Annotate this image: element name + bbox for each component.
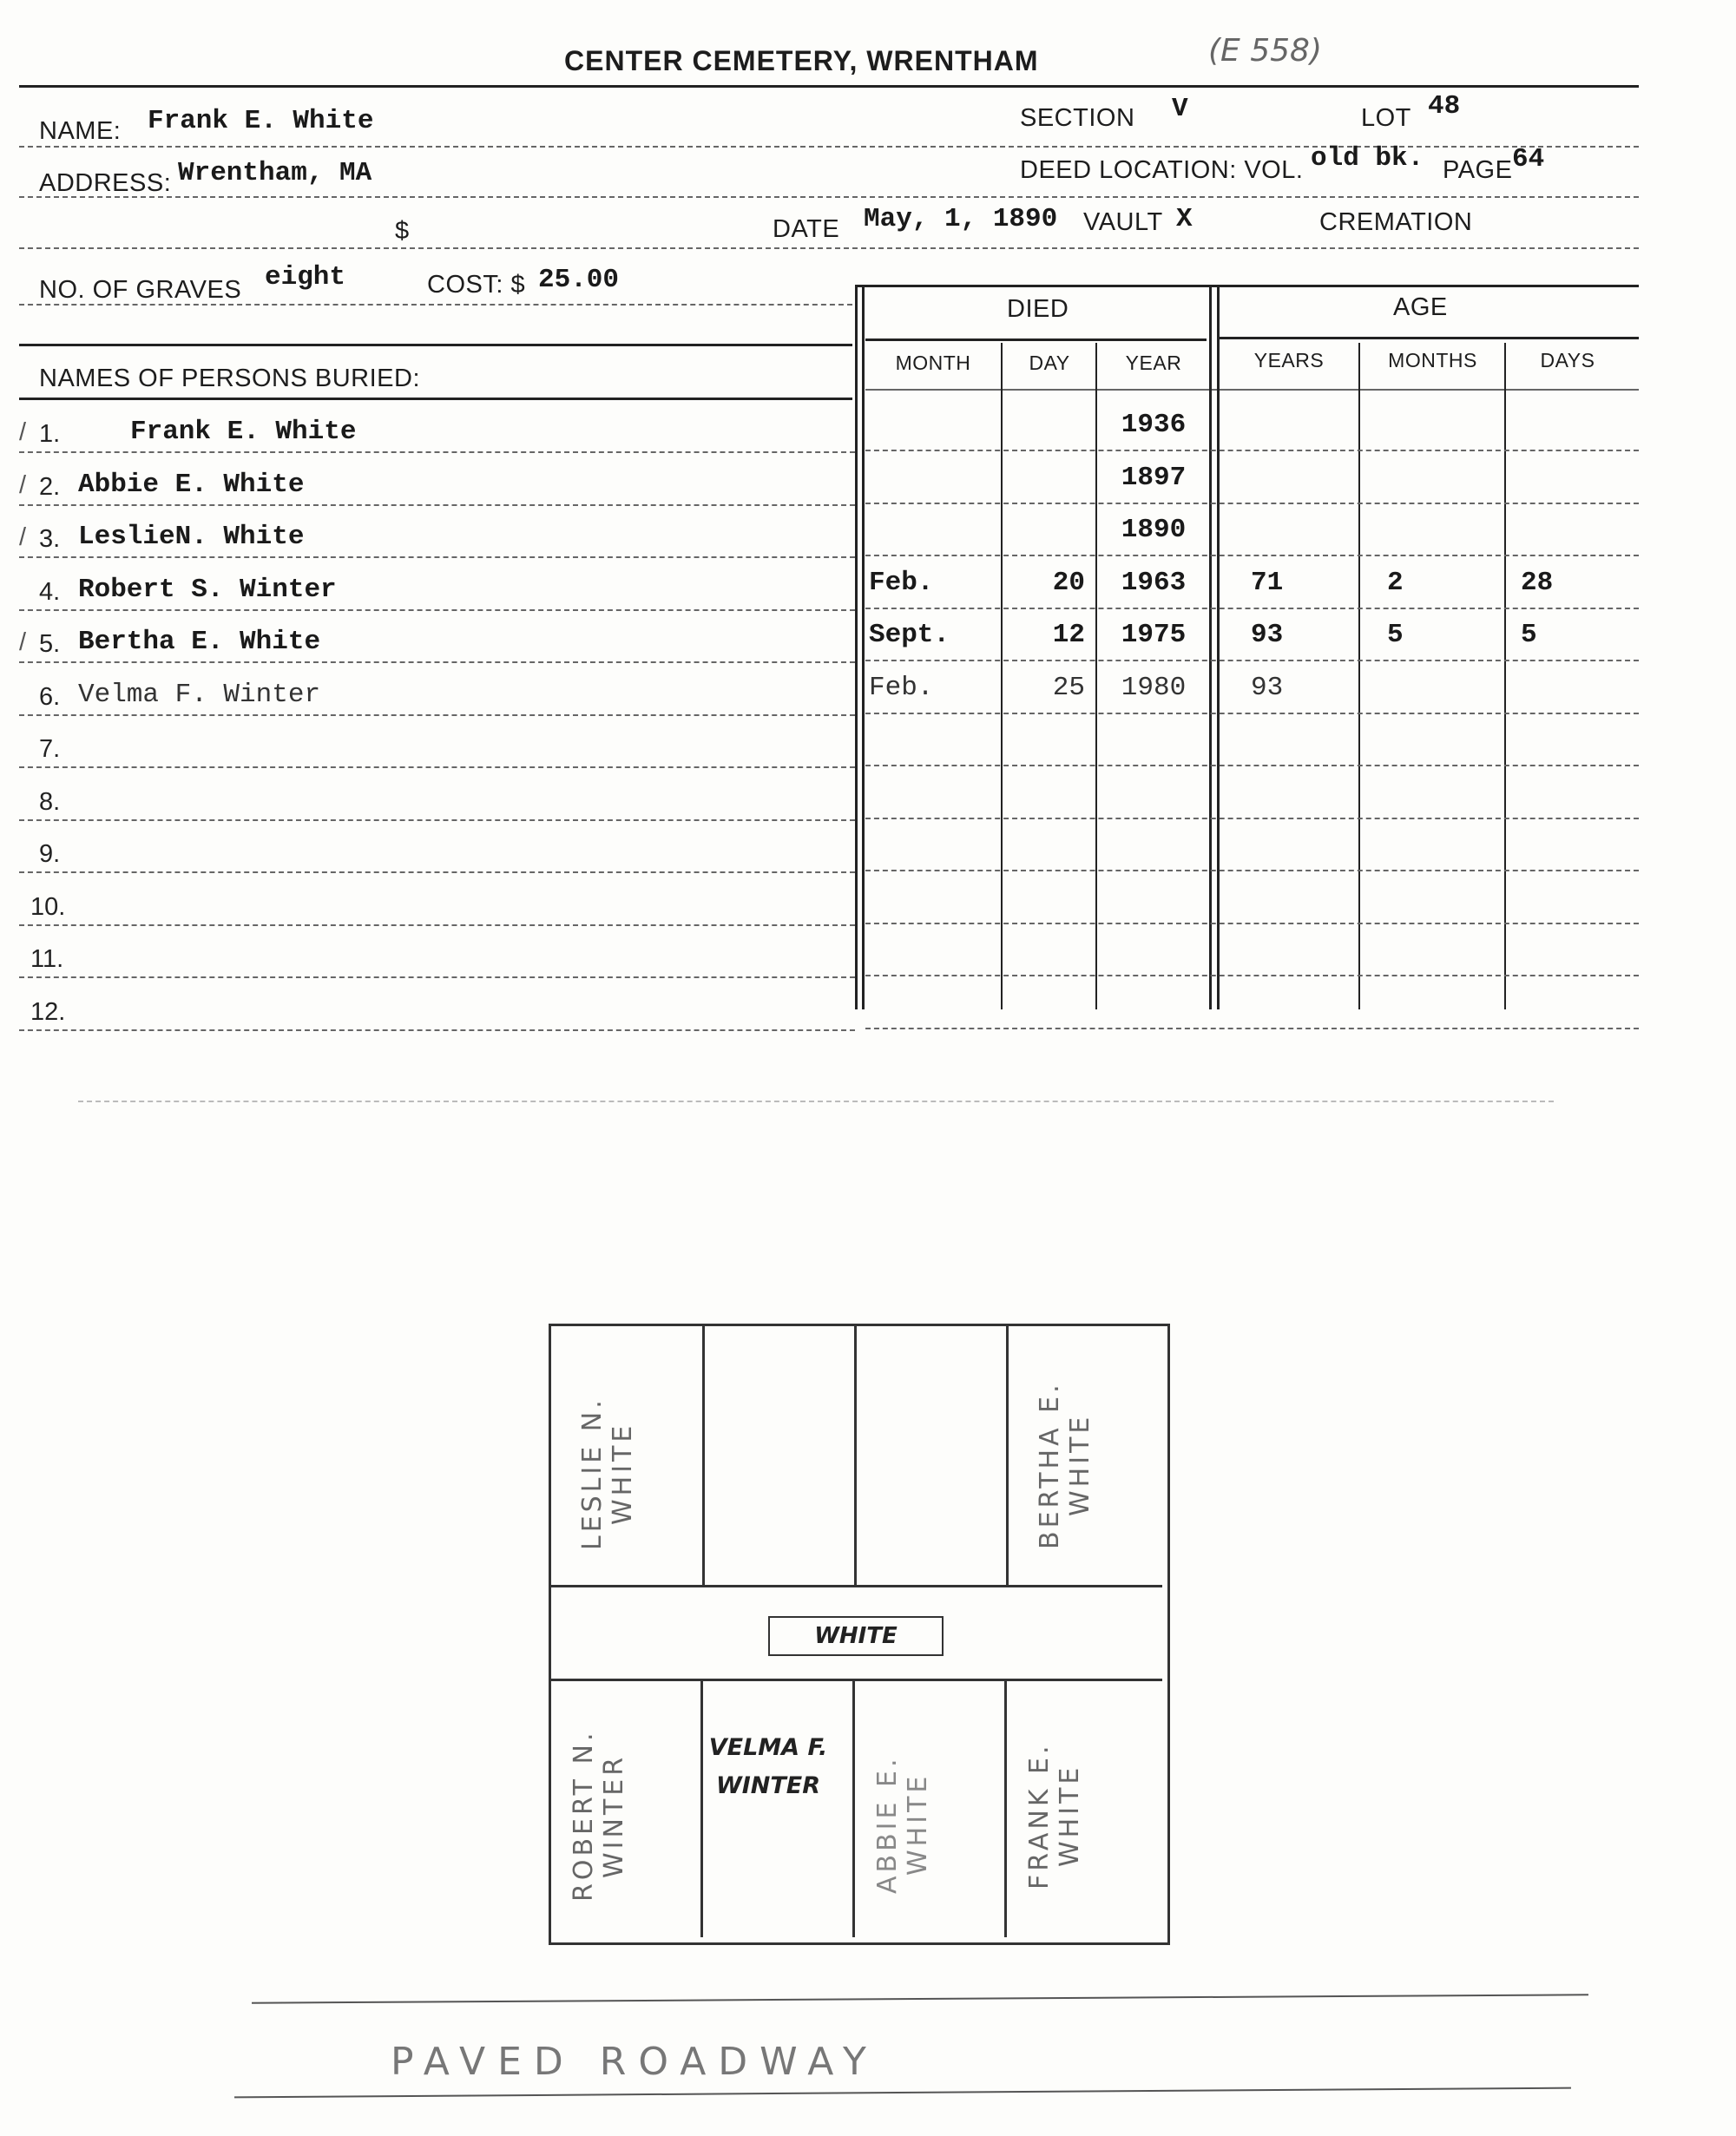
row-underline [19, 714, 855, 716]
row-underline-data [865, 450, 1639, 451]
row-cell-years: 93 [1251, 620, 1284, 650]
row-underline-data [865, 975, 1639, 976]
page-value: 64 [1512, 144, 1545, 174]
row-person-name: Robert S. Winter [78, 574, 337, 605]
graves-value: eight [265, 262, 346, 292]
grave-bottom-2 [703, 1681, 855, 1937]
plot-diagram [549, 1324, 1170, 1945]
date-underline [19, 247, 1639, 249]
lot-value: 48 [1428, 91, 1461, 122]
row-cell-month: Sept. [869, 620, 950, 650]
row-cell-year: 1936 [1121, 410, 1187, 440]
deed-volume-value: old bk. [1311, 143, 1424, 174]
row-underline-data [865, 503, 1639, 504]
row-cell-months: 2 [1387, 567, 1404, 598]
died-age-divider-a [1209, 286, 1212, 1009]
row-underline [19, 819, 855, 821]
row-underline [19, 976, 855, 978]
columns-header-rule [865, 389, 1639, 391]
row-number: 11. [30, 945, 64, 973]
row-person-name: Velma F. Winter [78, 679, 321, 710]
row-person-name: Abbie E. White [78, 469, 305, 500]
graves-label: NO. OF GRAVES [39, 276, 242, 304]
row-underline-data [865, 818, 1639, 819]
col-divider-day-year [1095, 343, 1097, 1009]
col-header-years: YEARS [1253, 349, 1325, 371]
family-name-label: WHITE [814, 1623, 898, 1649]
col-header-days: DAYS [1540, 349, 1595, 371]
family-name-box [768, 1616, 944, 1656]
grave-top-1 [551, 1326, 705, 1585]
address-value: Wrentham, MA [178, 158, 372, 188]
row-cell-year: 1963 [1121, 567, 1187, 598]
deed-location-label: DEED LOCATION: VOL. [1020, 156, 1304, 184]
date-label: DATE [773, 215, 840, 243]
grave-top-4-label: BERTHA E. WHITE [1035, 1381, 1095, 1549]
row-number: 3. [39, 525, 61, 553]
col-header-months: MONTHS [1388, 349, 1477, 371]
table-footer-rule [78, 1101, 1554, 1102]
row-number: 12. [30, 997, 66, 1026]
row-underline [19, 504, 855, 506]
row-cell-year: 1890 [1121, 515, 1187, 545]
age-header-rule [1220, 337, 1639, 339]
grave-bottom-3 [855, 1681, 1007, 1937]
row-number: 10. [30, 892, 66, 921]
col-header-day: DAY [1029, 352, 1070, 374]
graves-underline [19, 304, 852, 306]
row-underline [19, 451, 855, 453]
vault-value: X [1176, 204, 1193, 234]
grave-bottom-4 [1007, 1681, 1162, 1937]
age-header: AGE [1393, 293, 1448, 321]
row-underline-data [865, 870, 1639, 871]
row-underline-data [865, 765, 1639, 766]
title-underline [19, 85, 1639, 88]
cost-value: 25.00 [538, 265, 620, 295]
grave-bottom-1 [551, 1681, 703, 1937]
row-underline-data [865, 608, 1639, 609]
cost-label: COST: $ [427, 271, 526, 299]
roadway-bottom-line [234, 2087, 1571, 2099]
row-underline [19, 871, 855, 873]
col-divider-months-days [1504, 343, 1506, 1009]
grave-top-2 [705, 1326, 857, 1585]
plot-top-row [551, 1326, 1162, 1587]
row-cell-years: 93 [1251, 672, 1284, 703]
died-header-rule [865, 338, 1207, 341]
dollar-sign: $ [395, 217, 410, 245]
address-underline [19, 196, 1639, 198]
row-number: 4. [39, 577, 61, 606]
row-underline [19, 556, 855, 558]
names-header-top-rule [19, 344, 852, 346]
lot-label: LOT [1361, 104, 1411, 132]
row-cell-day: 12 [1052, 620, 1085, 650]
row-underline-data [865, 555, 1639, 556]
row-underline-data [865, 923, 1639, 924]
col-divider-years-months [1358, 343, 1360, 1009]
file-reference: (E 558) [1208, 33, 1322, 69]
row-underline-data [865, 660, 1639, 661]
row-cell-month: Feb. [869, 567, 934, 598]
date-value: May, 1, 1890 [864, 204, 1058, 234]
grave-top-1-label: LESLIE N. WHITE [577, 1397, 638, 1551]
names-header-bottom-rule [19, 398, 852, 400]
grave-bottom-1-label: ROBERT N. WINTER [569, 1729, 629, 1903]
row-number: 2. [39, 472, 61, 501]
table-top-rule [855, 285, 1639, 287]
row-person-name: Bertha E. White [78, 627, 321, 657]
row-number: 9. [39, 840, 61, 868]
col-header-month: MONTH [895, 352, 971, 374]
grave-top-3 [857, 1326, 1009, 1585]
row-cell-month: Feb. [869, 672, 934, 703]
row-number: 6. [39, 682, 61, 711]
row-cell-day: 20 [1052, 567, 1085, 598]
plot-center-band [551, 1587, 1162, 1681]
row-cell-years: 71 [1251, 567, 1284, 598]
name-label: NAME: [39, 117, 122, 145]
row-number: 5. [39, 630, 61, 658]
row-cell-year: 1980 [1121, 672, 1187, 703]
plot-bottom-row [551, 1681, 1162, 1937]
row-check-mark: / [19, 628, 27, 656]
row-cell-days: 28 [1521, 567, 1554, 598]
row-underline [19, 661, 855, 663]
page-title: CENTER CEMETERY, WRENTHAM [564, 45, 1039, 76]
table-left-border-a [855, 286, 858, 1009]
row-cell-months: 5 [1387, 620, 1404, 650]
row-cell-year: 1975 [1121, 620, 1187, 650]
died-header: DIED [1007, 295, 1069, 323]
roadway-top-line [252, 1994, 1588, 2003]
vault-label: VAULT [1083, 208, 1163, 236]
name-value: Frank E. White [148, 106, 374, 136]
row-person-name: LeslieN. White [78, 522, 305, 552]
row-number: 7. [39, 735, 61, 763]
row-underline [19, 609, 855, 611]
row-check-mark: / [19, 523, 27, 551]
row-person-name: Frank E. White [130, 417, 357, 447]
cremation-label: CREMATION [1319, 208, 1473, 236]
row-underline [19, 924, 855, 926]
names-header: NAMES OF PERSONS BURIED: [39, 365, 421, 392]
row-cell-year: 1897 [1121, 462, 1187, 493]
row-underline-data [865, 713, 1639, 714]
section-label: SECTION [1020, 104, 1135, 132]
row-check-mark: / [19, 418, 27, 446]
grave-top-4 [1009, 1326, 1162, 1585]
page-label: PAGE [1443, 156, 1513, 184]
section-value: V [1172, 94, 1188, 124]
roadway-label: PAVED ROADWAY [391, 2040, 878, 2084]
grave-bottom-4-label: FRANK E. WHITE [1024, 1742, 1085, 1890]
row-check-mark: / [19, 470, 27, 499]
grave-bottom-2-label: VELMA F. WINTER [708, 1734, 828, 1799]
row-number: 1. [39, 420, 61, 448]
col-header-year: YEAR [1125, 352, 1182, 374]
row-underline [19, 766, 855, 768]
grave-bottom-3-label: ABBIE E. WHITE [872, 1755, 933, 1894]
table-left-border-b [862, 286, 865, 1009]
row-cell-day: 25 [1052, 672, 1085, 703]
row-number: 8. [39, 787, 61, 816]
row-underline [19, 1029, 855, 1031]
row-underline-data [865, 1028, 1639, 1029]
col-divider-month-day [1001, 343, 1003, 1009]
address-label: ADDRESS: [39, 169, 172, 197]
row-cell-days: 5 [1521, 620, 1537, 650]
